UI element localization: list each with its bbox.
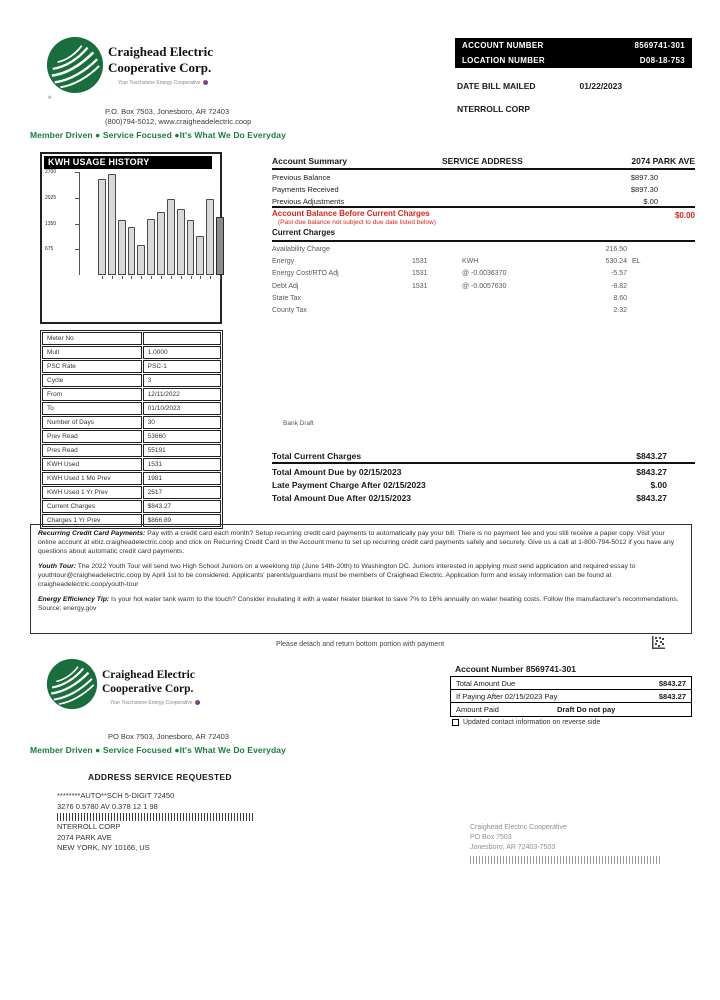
usage-bar <box>118 220 126 275</box>
charge-rate: @ -0.0036370 <box>462 270 507 278</box>
touchstone-energy-icon <box>195 700 200 705</box>
charge-row <box>272 280 695 292</box>
company-name: Craighead Electric Cooperative Corp. <box>102 669 195 695</box>
divider <box>272 240 695 242</box>
contact-update-row <box>452 719 600 726</box>
usage-bar <box>196 236 204 275</box>
meter-table-row <box>42 472 221 485</box>
meter-table-row <box>42 360 221 373</box>
y-tick-mark <box>75 172 79 173</box>
usage-bar <box>167 199 175 275</box>
meter-row-label: Pres Read <box>42 444 142 457</box>
meter-row-label: Mult <box>42 346 142 359</box>
balance-before-charges-value: $0.00 <box>674 211 695 220</box>
totals-section <box>272 449 695 462</box>
detach-instruction: Please detach and return bottom portion with payment <box>275 641 445 648</box>
usage-bar <box>98 179 106 275</box>
total-due-after-row: Total Amount Due After 02/15/2023 $843.27 <box>272 492 667 503</box>
meter-row-value: 12/11/2022 <box>143 388 221 401</box>
meter-row-value: 2517 <box>143 486 221 499</box>
meter-table-row <box>42 444 221 457</box>
meter-table-row <box>42 388 221 401</box>
touchstone-energy-icon <box>203 80 208 85</box>
registered-mark: ® <box>48 95 52 100</box>
total-due-row: Total Amount Due by 02/15/2023 $843.27 <box>272 466 667 477</box>
charge-qty: 1531 <box>412 270 428 278</box>
meter-row-label: Current Charges <box>42 500 142 513</box>
summary-rows <box>272 171 695 207</box>
chart-bars <box>98 172 224 275</box>
divider <box>272 462 695 464</box>
stub-row-value: $843.27 <box>658 691 686 701</box>
usage-bar <box>177 209 185 275</box>
meter-row-label: PSC Rate <box>42 360 142 373</box>
current-charges-label: Current Charges <box>272 228 336 237</box>
meter-row-value: 01/10/2023 <box>143 402 221 415</box>
date-bill-mailed: DATE BILL MAILED 01/22/2023 <box>457 81 623 91</box>
meter-row-value: 1531 <box>143 458 221 471</box>
meter-row-label: Meter No <box>42 332 142 345</box>
y-tick-label: 1350 <box>45 220 57 227</box>
company-motto: Member Driven ● Service Focused ●It's What We Do Everyday <box>30 745 286 755</box>
message-lead: Youth Tour: <box>38 563 76 570</box>
kwh-usage-chart <box>40 152 222 324</box>
meter-row-label: KWH Used 1 Mo Prev <box>42 472 142 485</box>
meter-row-value: PSC-1 <box>143 360 221 373</box>
stub-row-value: Draft Do not pay <box>556 705 616 714</box>
address-service-requested: ADDRESS SERVICE REQUESTED <box>88 772 232 782</box>
charge-amt: 530.24 <box>605 257 627 265</box>
remit-to-address: Craighead Electric Cooperative PO Box 7503 Jonesboro, AR 72403-7503 <box>470 823 660 865</box>
datamatrix-icon <box>652 636 665 654</box>
summary-row: Previous Balance $897.30 <box>272 172 658 182</box>
y-tick-label: 2700 <box>45 169 57 175</box>
usage-bar <box>147 219 155 275</box>
charge-row <box>272 268 695 280</box>
message-body: Pay with a credit card each month? Setup recurring credit card payments to automatically pay your bill. There is no payment fee and you still receive a paper copy. Visit your online account at ebiz.craigheadelectric.coop and click on Recurring Credit Card in the Account menu to set up recurring credit card payments safely and securely. Give us a call at 1-800-794-5012 if you have any questions about automatic credit card payments. <box>38 530 675 555</box>
meter-row-value: 30 <box>143 416 221 429</box>
contact-update-label: Updated contact information on reverse side <box>463 719 601 726</box>
charge-label: Debt Adj <box>272 282 299 290</box>
customer-name: NTERROLL CORP <box>457 104 531 114</box>
stub-row-label: Amount Paid <box>456 705 499 714</box>
meter-table-body <box>42 332 221 527</box>
charge-amt: 8.60 <box>613 294 627 302</box>
meter-row-value: 1981 <box>143 472 221 485</box>
company-name: Craighead Electric Cooperative Corp. <box>108 44 214 75</box>
usage-bar <box>108 174 116 275</box>
meter-table-row <box>42 374 221 387</box>
checkbox-icon <box>452 719 459 726</box>
customer-message <box>38 562 684 589</box>
stub-row-label: Total Amount Due <box>456 678 516 688</box>
message-body: Is your hot water tank warm to the touch? Consider insulating it with a water heater blanket to save 7% to 16% annually on water heating costs. Follow the manufacturer's recommendations. Source: energy.gov <box>38 596 679 612</box>
stub-payment-table <box>450 676 692 717</box>
meter-row-label: From <box>42 388 142 401</box>
charge-label: County Tax <box>272 307 307 315</box>
account-summary-header <box>272 156 695 166</box>
bank-draft-note: Bank Draft <box>283 420 314 427</box>
charge-amt: -5.57 <box>611 270 627 278</box>
charge-row <box>272 243 695 255</box>
company-logo-icon <box>46 658 98 710</box>
meter-table-row <box>42 346 221 359</box>
divider <box>272 206 695 208</box>
charge-label: Availability Charge <box>272 245 330 253</box>
charge-amt: 2.32 <box>613 307 627 315</box>
message-lead: Energy Efficiency Tip: <box>38 596 110 603</box>
charge-qty: 1531 <box>412 257 428 265</box>
company-address: P.O. Box 7503, Jonesboro, AR 72403 (800)794-5012, www.craigheadelectric.coop <box>105 107 252 126</box>
balance-note: (Past due balance not subject to due date listed below) <box>278 219 436 226</box>
customer-mailing-address <box>57 791 253 854</box>
meter-row-value <box>143 332 221 345</box>
charge-label: Energy Cost/RTO Adj <box>272 270 339 278</box>
balance-before-charges-label: Account Balance Before Current Charges <box>272 209 430 218</box>
customer-message <box>38 529 684 556</box>
charge-row <box>272 304 695 316</box>
meter-row-label: Charges 1 Yr Prev <box>42 514 142 527</box>
summary-row: Previous Adjustments $.00 <box>272 196 658 206</box>
stub-table-row <box>451 677 691 690</box>
charge-label: State Tax <box>272 294 302 302</box>
service-address-value: 2074 PARK AVE <box>631 156 695 166</box>
totals-due-rows <box>272 465 695 504</box>
account-number-box <box>455 38 692 68</box>
charge-amt: -8.82 <box>611 282 627 290</box>
meter-row-value: $866.89 <box>143 514 221 527</box>
message-lead: Recurring Credit Card Payments: <box>38 530 146 537</box>
charge-rows <box>272 243 695 317</box>
location-number-label: LOCATION NUMBER <box>462 56 546 65</box>
charge-row <box>272 255 695 267</box>
charge-label: Energy <box>272 257 295 265</box>
account-number-label: ACCOUNT NUMBER <box>462 41 544 50</box>
stub-row-label: If Paying After 02/15/2023 Pay <box>456 691 558 701</box>
meter-row-value: $843.27 <box>143 500 221 513</box>
account-summary-title: Account Summary <box>272 156 348 166</box>
mail-sort-line: ********AUTO**SCH 5-DIGIT 72450 <box>57 791 175 800</box>
company-address: PO Box 7503, Jonesboro, AR 72403 <box>108 732 229 741</box>
message-body: The 2022 Youth Tour will send two High School Juniors on a weeklong trip (June 14th-20th) to Washington DC. Juniors interested in applying must send application and required essay to youthtour@craigheadelectric.coop by April 1st to be considered. Applicants' parents/guardians must be members of Craighead Electric. Application form and essay information can be found at craigheadelectric.coop/youth-tour <box>38 563 636 588</box>
total-current-charges-row: Total Current Charges $843.27 <box>272 450 667 461</box>
mail-city: NEW YORK, NY 10166, US <box>57 843 150 852</box>
mail-name: NTERROLL CORP <box>57 822 121 831</box>
divider <box>272 168 695 170</box>
meter-row-label: To <box>42 402 142 415</box>
account-number-value: 8569741-301 <box>634 41 685 50</box>
meter-row-value: 3 <box>143 374 221 387</box>
usage-bar <box>206 199 214 275</box>
mail-meta-line: 3276 0.5780 AV 0.378 12 1 98 <box>57 801 158 811</box>
charge-amt: 216.50 <box>605 245 627 253</box>
meter-row-value: 1.0000 <box>143 346 221 359</box>
meter-detail-table <box>40 330 223 529</box>
company-motto: Member Driven ● Service Focused ●It's What We Do Everyday <box>30 130 286 140</box>
customer-message <box>38 595 684 613</box>
charge-sfx: EL <box>632 257 641 265</box>
y-tick-mark <box>75 249 79 250</box>
intelligent-mail-barcode <box>470 856 660 864</box>
meter-row-label: Number of Days <box>42 416 142 429</box>
meter-table-row <box>42 430 221 443</box>
stub-table-row <box>451 690 691 703</box>
chart-y-axis <box>79 172 80 275</box>
company-tagline: Your Touchstone Energy Cooperative <box>110 700 200 706</box>
meter-row-label: Cycle <box>42 374 142 387</box>
service-address-label: SERVICE ADDRESS <box>442 156 523 166</box>
intelligent-mail-barcode <box>57 813 253 821</box>
meter-table-row <box>42 332 221 345</box>
customer-messages-box <box>30 524 692 634</box>
charge-qty: 1531 <box>412 282 428 290</box>
meter-table-row <box>42 402 221 415</box>
meter-row-label: KWH Used 1 Yr Prev <box>42 486 142 499</box>
meter-table-row <box>42 486 221 499</box>
charge-rate: @ -0.0057630 <box>462 282 507 290</box>
y-tick-label: 675 <box>45 246 54 253</box>
usage-bar <box>157 212 165 275</box>
meter-row-label: KWH Used <box>42 458 142 471</box>
meter-table-row <box>42 416 221 429</box>
company-logo-icon <box>46 36 104 94</box>
stub-account-number: Account Number 8569741-301 <box>455 664 576 674</box>
meter-row-label: Prev Read <box>42 430 142 443</box>
late-charge-row: Late Payment Charge After 02/15/2023 $.00 <box>272 479 667 490</box>
usage-bar <box>128 227 136 275</box>
chart-title: KWH USAGE HISTORY <box>44 156 212 169</box>
usage-bar <box>137 245 145 275</box>
meter-table-row <box>42 500 221 513</box>
charge-rate: KWH <box>462 257 479 265</box>
y-tick-mark <box>75 198 79 199</box>
usage-bar <box>187 220 195 275</box>
stub-row-value: $843.27 <box>658 678 686 688</box>
meter-row-value: 53660 <box>143 430 221 443</box>
meter-table-row <box>42 458 221 471</box>
meter-row-value: 55191 <box>143 444 221 457</box>
location-number-value: D08-18-753 <box>639 56 685 65</box>
y-tick-mark <box>75 224 79 225</box>
company-tagline: Your Touchstone Energy Cooperative <box>118 80 208 86</box>
mail-street: 2074 PARK AVE <box>57 832 112 842</box>
usage-bar <box>216 217 224 275</box>
y-tick-label: 2025 <box>45 194 57 201</box>
stub-table-row <box>451 703 691 716</box>
charge-row <box>272 292 695 304</box>
summary-row: Payments Received $897.30 <box>272 184 658 194</box>
